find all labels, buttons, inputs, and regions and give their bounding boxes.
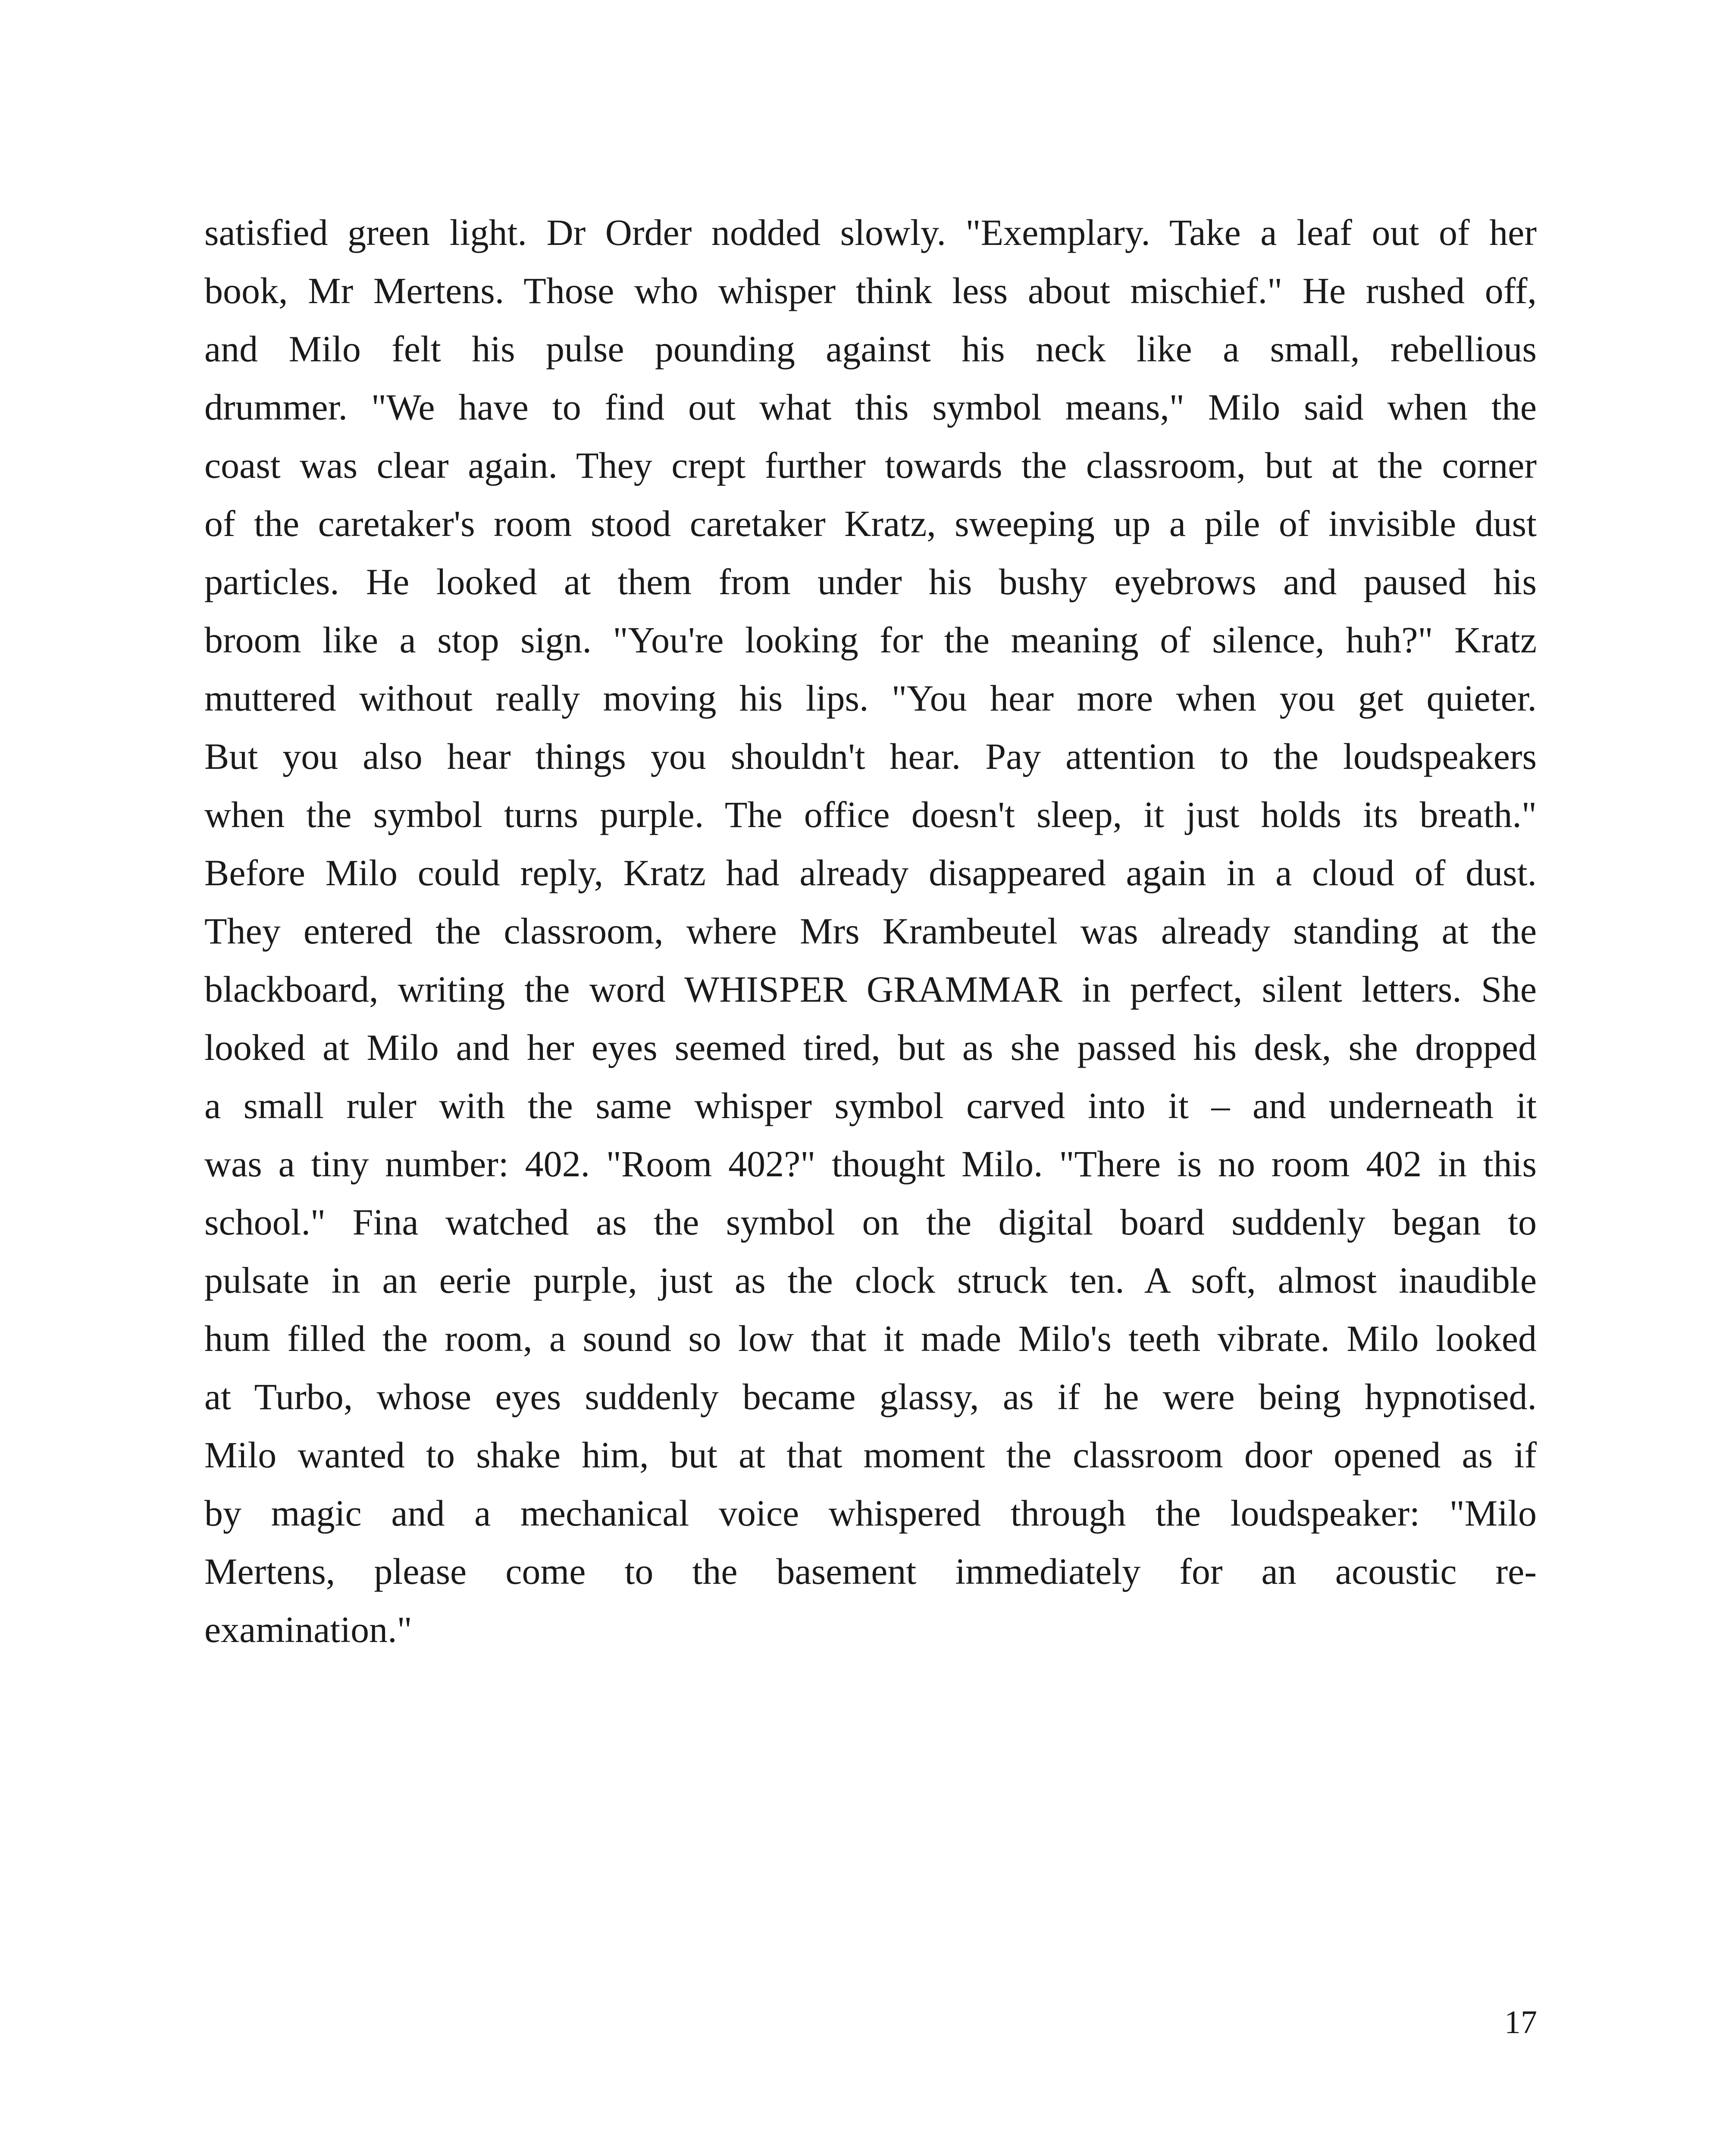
text-line: broom like a stop sign. "You're looking for the meaning of silence, huh?" Kratz — [204, 619, 1537, 661]
text-line: and Milo felt his pulse pounding against his neck like a small, rebellious — [204, 328, 1537, 370]
text-line: Mertens, please come to the basement immediately for an acoustic re- — [204, 1551, 1537, 1592]
text-line: drummer. "We have to find out what this symbol means," Milo said when the — [204, 386, 1537, 428]
text-line: Milo wanted to shake him, but at that moment the classroom door opened as if — [204, 1434, 1537, 1476]
text-line: by magic and a mechanical voice whispered through the loudspeaker: "Milo — [204, 1492, 1537, 1534]
text-line: was a tiny number: 402. "Room 402?" thought Milo. "There is no room 402 in this — [204, 1143, 1537, 1185]
text-line: when the symbol turns purple. The office doesn't sleep, it just holds its breath." — [204, 794, 1537, 835]
text-line: They entered the classroom, where Mrs Krambeutel was already standing at the — [204, 910, 1537, 952]
text-line: particles. He looked at them from under his bushy eyebrows and paused his — [204, 561, 1537, 602]
text-line: hum filled the room, a sound so low that it made Milo's teeth vibrate. Milo looked — [204, 1318, 1537, 1359]
page-number: 17 — [1504, 2004, 1537, 2040]
text-line: looked at Milo and her eyes seemed tired, but as she passed his desk, she dropped — [204, 1027, 1537, 1068]
text-line: pulsate in an eerie purple, just as the clock struck ten. A soft, almost inaudible — [204, 1260, 1537, 1301]
text-line: Before Milo could reply, Kratz had already disappeared again in a cloud of dust. — [204, 852, 1537, 893]
text-line: But you also hear things you shouldn't hear. Pay attention to the loudspeakers — [204, 736, 1537, 777]
text-line: at Turbo, whose eyes suddenly became glassy, as if he were being hypnotised. — [204, 1376, 1537, 1417]
text-line: coast was clear again. They crept further towards the classroom, but at the corner — [204, 445, 1537, 486]
text-line: a small ruler with the same whisper symbol carved into it – and underneath it — [204, 1085, 1537, 1126]
text-line: muttered without really moving his lips. "You hear more when you get quieter. — [204, 677, 1537, 719]
text-line: of the caretaker's room stood caretaker Kratz, sweeping up a pile of invisible dust — [204, 503, 1537, 544]
text-line: book, Mr Mertens. Those who whisper think less about mischief." He rushed off, — [204, 270, 1537, 311]
text-line: school." Fina watched as the symbol on the digital board suddenly began to — [204, 1201, 1537, 1243]
body-paragraph — [204, 204, 1537, 1659]
text-line: blackboard, writing the word WHISPER GRAMMAR in perfect, silent letters. She — [204, 968, 1537, 1010]
text-line: satisfied green light. Dr Order nodded slowly. "Exemplary. Take a leaf out of her — [204, 212, 1537, 253]
text-line: examination." — [204, 1609, 412, 1650]
